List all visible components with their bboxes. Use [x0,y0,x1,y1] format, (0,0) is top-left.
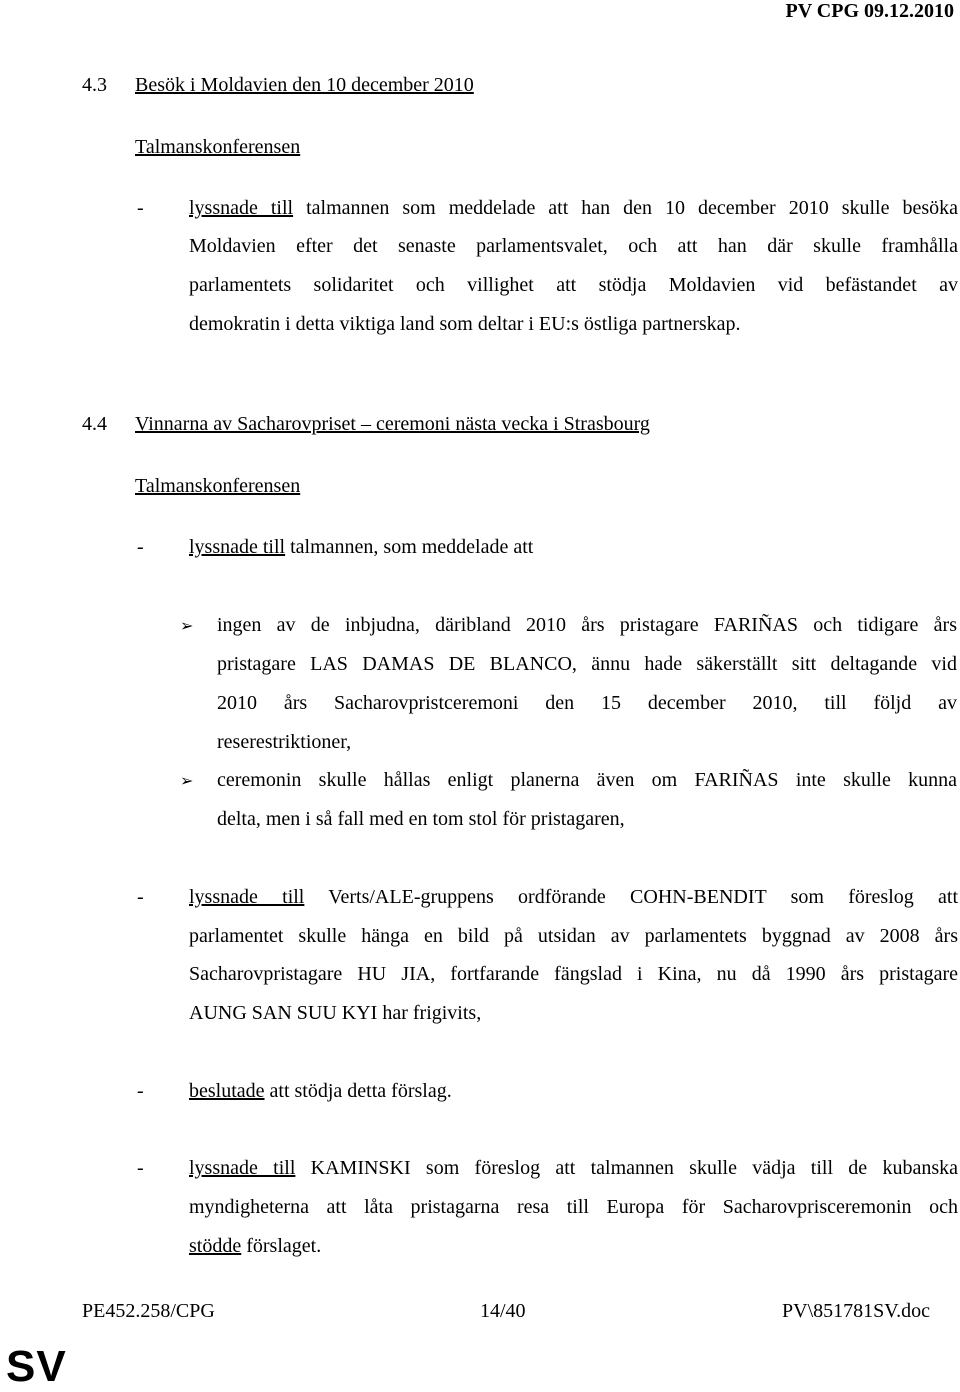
paragraph-line [189,1080,452,1103]
paragraph-line [189,1157,958,1180]
item-dash: - [137,1157,144,1179]
bullet-line: pristagare LAS DAMAS DE BLANCO, ännu hade säkerställt sitt deltagande vid [217,653,957,675]
paragraph-line: Sacharovpristagare HU JIA, fortfarande fängslad i Kina, nu då 1990 års pristagare [189,963,958,985]
paragraph-line [189,886,958,909]
action-verb: lyssnade till [189,886,305,908]
line-text: talmannen, som meddelade att [285,536,534,558]
line-text: att stödja detta förslag. [264,1080,452,1102]
line-text: KAMINSKI som föreslog att talmannen skulle vädja till de kubanska [295,1157,958,1179]
action-verb: stödde [189,1235,242,1257]
footer-page-number: 14/40 [480,1300,526,1322]
paragraph-line: myndigheterna att låta pristagarna resa till Europa för Sacharovprisceremonin och [189,1196,958,1218]
section-number: 4.3 [82,74,107,96]
arrow-bullet-icon: ➢ [180,618,194,635]
paragraph-line: parlamentet skulle hänga en bild på utsidan av parlamentets byggnad av 2008 års [189,925,958,947]
action-verb: beslutade [189,1080,265,1102]
item-dash: - [137,886,144,908]
item-dash: - [137,197,144,219]
section-title: Vinnarna av Sacharovpriset – ceremoni nästa vecka i Strasbourg [135,413,650,435]
section-title: Besök i Moldavien den 10 december 2010 [135,74,474,96]
section-number: 4.4 [82,413,107,435]
paragraph-line: AUNG SAN SUU KYI har frigivits, [189,1002,482,1024]
item-dash: - [137,536,144,558]
bullet-line: reserestriktioner, [217,731,352,753]
language-code: SV [6,1342,67,1391]
paragraph-line [189,536,533,559]
bullet-line: ingen av de inbjudna, däribland 2010 års pristagare FARIÑAS och tidigare års [217,614,957,636]
paragraph-line: Moldavien efter det senaste parlamentsvalet, och att han där skulle framhålla [189,235,958,257]
paragraph-line: demokratin i detta viktiga land som deltar i EU:s östliga partnerskap. [189,313,741,335]
item-dash: - [137,1080,144,1102]
paragraph-line [189,197,958,220]
action-verb: lyssnade till [189,197,294,219]
paragraph-line [189,1235,321,1258]
section-subtitle: Talmanskonferensen [135,136,301,158]
bullet-line: ceremonin skulle hållas enligt planerna även om FARIÑAS inte skulle kunna [217,769,957,791]
paragraph-line: parlamentets solidaritet och villighet att stödja Moldavien vid befästandet av [189,274,958,296]
bullet-line: delta, men i så fall med en tom stol för pristagaren, [217,808,625,830]
footer-document-code: PE452.258/CPG [82,1300,215,1322]
line-text: talmannen som meddelade att han den 10 december 2010 skulle besöka [293,197,958,219]
action-verb: lyssnade till [189,536,286,558]
action-verb: lyssnade till [189,1157,296,1179]
footer-file-name: PV\851781SV.doc [782,1300,930,1322]
line-text: Verts/ALE-gruppens ordförande COHN-BENDIT som föreslog att [304,886,959,908]
document-reference: PV CPG 09.12.2010 [785,0,954,22]
bullet-line: 2010 års Sacharovpristceremoni den 15 december 2010, till följd av [217,692,957,714]
line-text: förslaget. [241,1235,322,1257]
section-subtitle: Talmanskonferensen [135,475,301,497]
arrow-bullet-icon: ➢ [180,773,194,790]
